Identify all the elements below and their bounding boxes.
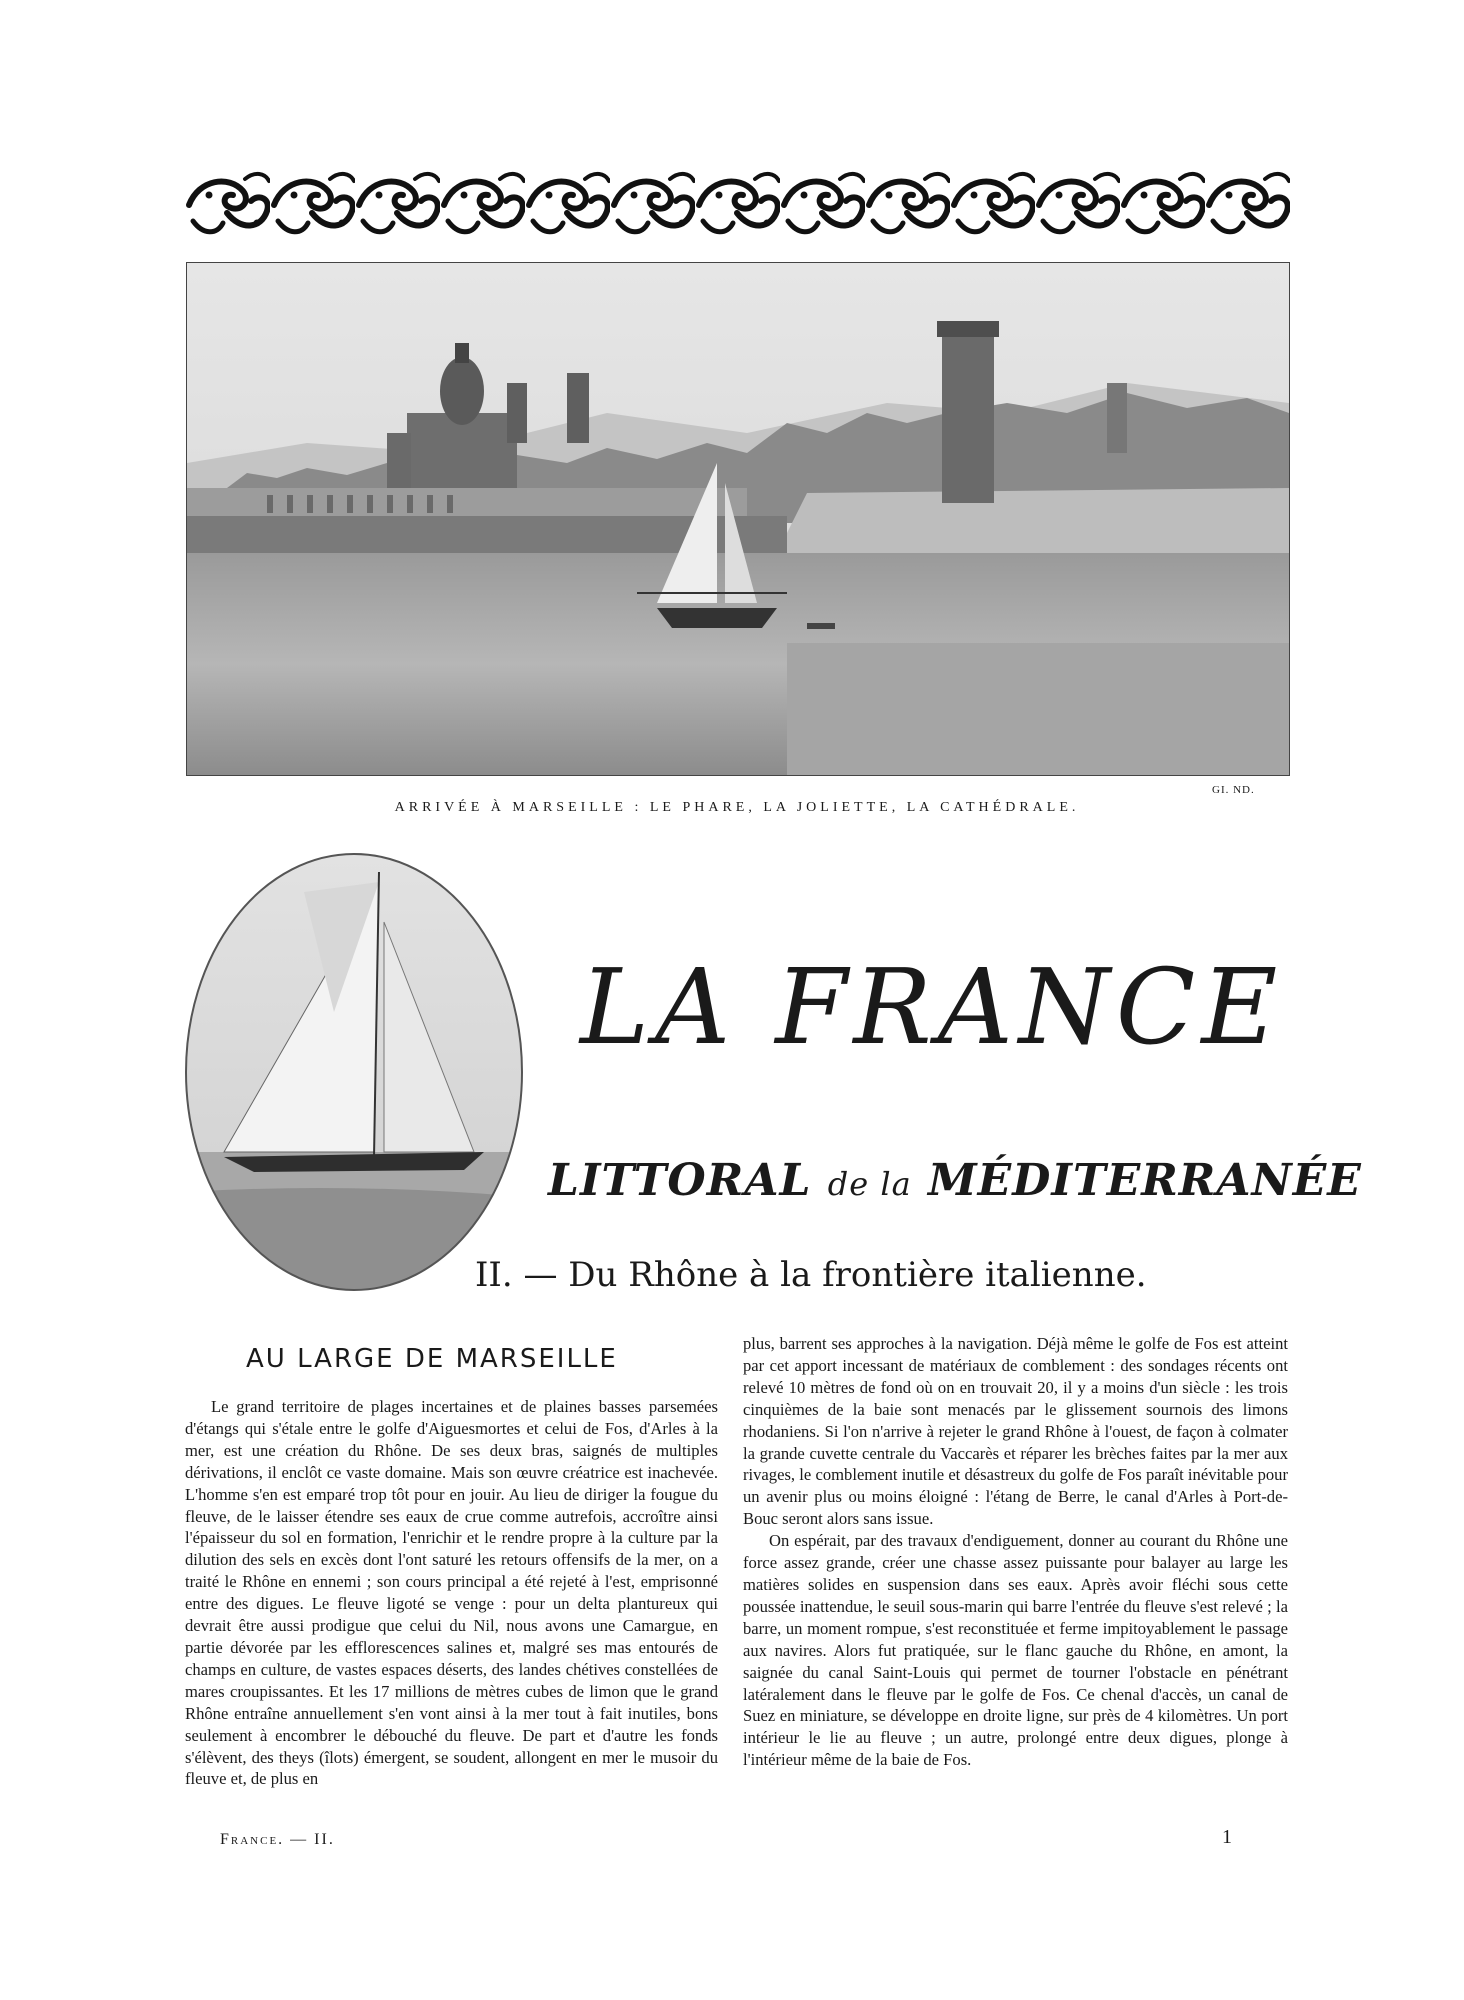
- subtitle-littoral: LITTORAL: [548, 1155, 812, 1206]
- subtitle: [548, 1155, 1362, 1206]
- page-number: 1: [1222, 1826, 1232, 1848]
- part-heading: II. — Du Rhône à la frontière italienne.: [475, 1255, 1147, 1295]
- ornamental-band: [185, 165, 1290, 243]
- footer-running-title: France. — II.: [220, 1831, 335, 1848]
- main-title: LA FRANCE: [580, 946, 1284, 1068]
- photo-caption: ARRIVÉE À MARSEILLE : LE PHARE, LA JOLIETTE, LA CATHÉDRALE.: [394, 800, 1080, 815]
- text-column-right: [743, 1333, 1288, 1771]
- sailing-yacht-vignette: [184, 852, 524, 1292]
- paragraph: On espérait, par des travaux d'endiguement, donner au courant du Rhône une force assez grande, créer une chasse assez puissante pour balayer au large les matières solides en suspension dans ses eaux. Après avoir fléchi sous cette poussée inattendue, le seuil sous-marin qui barre l'entrée du fleuve s'est relevé ; la barre, un moment rompue, s'est reconstituée et ferme impitoyablement le passage aux navires. Alors fut pratiquée, sur le flanc gauche du Rhône, en amont, la saignée du canal Saint-Louis qui permet de tourner l'obstacle en pénétrant latéralement dans le fleuve par le golfe de Fos. Ce chenal d'accès, un canal de Suez en miniature, se développe en droite ligne, sur près de 4 kilomètres. Un port intérieur le lie au fleuve ; un autre, prolongé entre deux digues, plonge à l'intérieur même de la baie de Fos.: [743, 1531, 1288, 1770]
- photo-credit: GI. ND.: [1212, 784, 1255, 796]
- subtitle-mediterranee: MÉDITERRANÉE: [927, 1155, 1362, 1206]
- text-column-left: [185, 1396, 718, 1790]
- subtitle-de-la: de la: [827, 1165, 912, 1203]
- section-heading: AU LARGE DE MARSEILLE: [246, 1344, 618, 1374]
- marseille-harbour-photo: [186, 262, 1290, 776]
- paragraph: plus, barrent ses approches à la navigation. Déjà même le golfe de Fos est atteint par cet apport incessant de matériaux de comblement : des sondages récents ont relevé 10 mètres de fond où on en trouvait 20, il y a moins d'un siècle : les trois cinquièmes de la baie sont menacés par le glissement sournois des limons rhodaniens. Si l'on n'arrive à rejeter le grand Rhône à l'ouest, de façon à colmater la grande cuvette centrale du Vaccarès et réparer les brèches faites par la mer aux rivages, le comblement inutile et désastreux du golfe de Fos paraît inévitable pour un avenir plus ou moins éloigné : l'étang de Berre, le canal d'Arles à Port-de-Bouc seront alors sans issue.: [743, 1334, 1288, 1529]
- paragraph: Le grand territoire de plages incertaines et de plaines basses parsemées d'étangs qui s'étale entre le golfe d'Aiguesmortes et celui de Fos, d'Arles à la mer, est une création du Rhône. De ses deux bras, saignés de multiples dérivations, il enclôt ce vaste domaine. Mais son œuvre créatrice est inachevée. L'homme s'en est emparé trop tôt pour en jouir. Au lieu de diriger la fougue du fleuve, de le laisser étendre ses eaux de crue comme autrefois, accroître ainsi l'épaisseur du sol en formation, l'enrichir et le rendre propre à la culture par la dilution des sels en excès dont l'ont saturé les retours offensifs de la mer, on a traité le Rhône en ennemi ; son cours principal a été rejeté à l'est, emprisonné entre des digues. Le fleuve ligoté se venge : pour un delta plantureux qui devrait être aussi prodigue que celui du Nil, nous avons une Camargue, en partie dévorée par les efflorescences salines et, malgré ses mas entourés de champs en culture, de vastes espaces déserts, des landes chétives constellées de mares croupissantes. Et les 17 millions de mètres cubes de limon que le grand Rhône entraîne annuellement s'en vont ainsi à la mer tout à fait inutiles, bons seulement à encombrer le débouché du fleuve. De part et d'autre les fonds s'élèvent, des theys (îlots) émergent, se soudent, allongent en mer le musoir du fleuve et, de plus en: [185, 1397, 718, 1789]
